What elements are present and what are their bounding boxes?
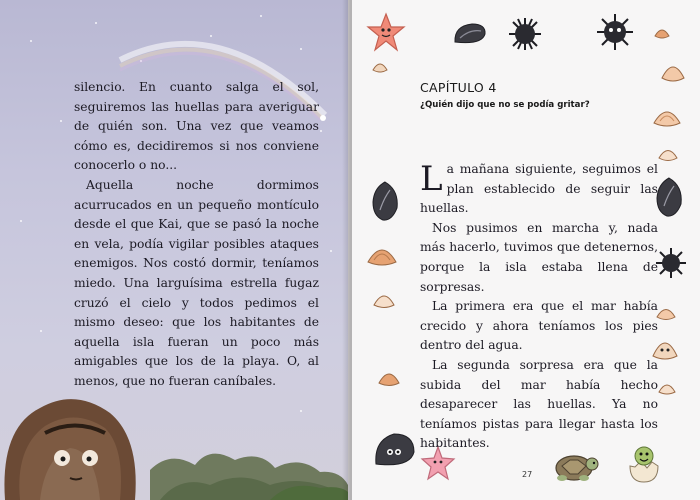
creature-illustration [0, 388, 150, 500]
chapter-title: CAPÍTULO 4 [420, 80, 497, 95]
paragraph: La segunda sorpresa era que la subida del mar había hecho desaparecer las huellas. Ya no teníamos pistas para llegar hasta los habitantes. [420, 357, 658, 451]
star [95, 22, 97, 24]
sea-urchin-icon [654, 246, 688, 280]
clam-icon [658, 145, 678, 163]
chapter-subtitle: ¿Quién dijo que no se podía gritar? [420, 100, 590, 110]
left-page-text [74, 78, 319, 392]
clam-icon [656, 304, 676, 322]
clam-icon [660, 60, 686, 84]
paragraph: silencio. En cuanto salga el sol, seguiremos las huellas para averiguar de quién son. Una vez que veamos cómo es, decidiremos si nos conviene conocerlo o no... [74, 80, 319, 173]
paragraph-text: a mañana siguiente, seguimos el plan establecido de seguir las huellas. [420, 162, 658, 216]
clam-icon [372, 60, 388, 74]
star [330, 250, 332, 252]
right-page [352, 0, 700, 500]
mussel-icon [370, 180, 400, 222]
clam-icon [654, 26, 670, 40]
sea-urchin-icon [507, 16, 543, 52]
star [30, 40, 32, 42]
starfish-icon [366, 12, 406, 52]
bushes-illustration [150, 430, 348, 500]
page-number: 27 [522, 470, 533, 479]
star [60, 120, 62, 122]
mussel-icon [452, 20, 488, 48]
right-page-text [420, 160, 658, 454]
paragraph: Nos pusimos en marcha y, nada más hacerlo, tuvimos que detenernos, porque la isla estaba llena de sorpresas. [420, 220, 658, 294]
paragraph: La primera era que el mar había crecido y ahora teníamos los pies dentro del agua. [420, 299, 658, 353]
clam-icon [652, 105, 682, 129]
clam-icon [372, 290, 396, 310]
star [260, 15, 262, 17]
clam-icon [658, 380, 676, 396]
mussel-icon [654, 176, 684, 218]
star [20, 220, 22, 222]
drop-cap: L [420, 159, 443, 199]
star [40, 330, 42, 332]
clam-icon [378, 368, 400, 388]
sea-urchin-icon [595, 12, 635, 52]
opening-paragraph [420, 160, 658, 219]
clam-icon [366, 242, 398, 268]
left-page [0, 0, 348, 500]
star [300, 410, 302, 412]
paragraph: Aquella noche dormimos acurrucados en un pequeño montículo desde el que Kai, que se pasó la noche en vela, podía vigilar posibles ataques enemigos. Nos costó dormir, teníamos miedo. Una larguísima estrella fugaz cruzó el cielo y todos pedimos el mismo deseo: que los habitantes de aquella isla fueran un poco más amigables que los de la playa. O, al menos, que no fueran caníbales. [74, 177, 319, 388]
mussel-icon [372, 430, 418, 470]
